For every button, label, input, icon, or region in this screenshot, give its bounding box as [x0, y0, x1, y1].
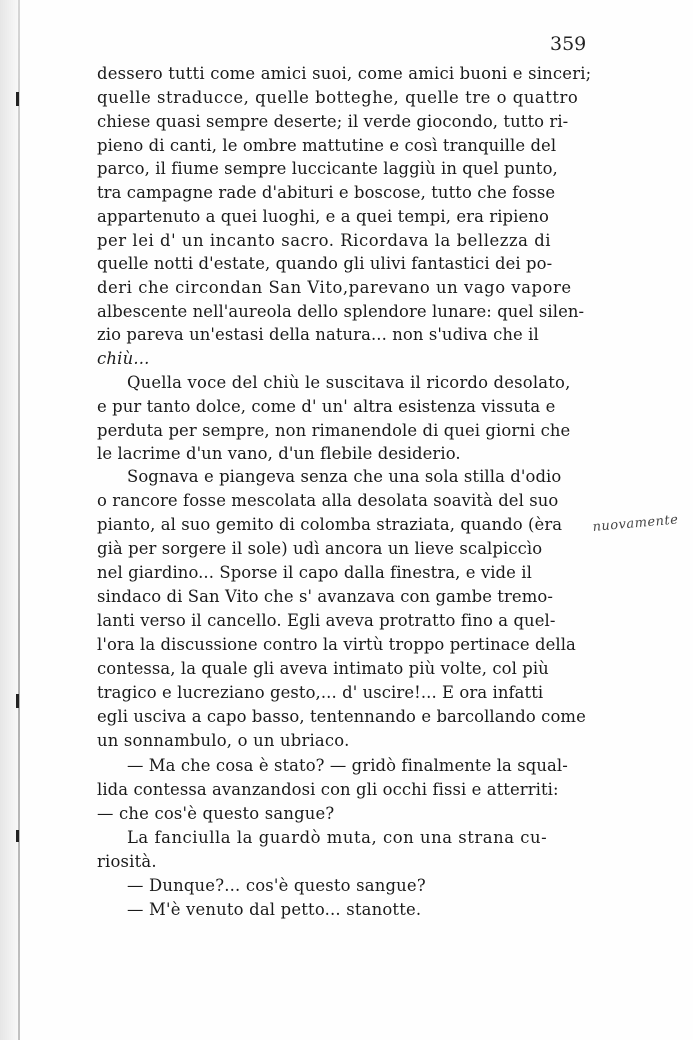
text-line: un sonnambulo, o un ubriaco. [97, 731, 350, 750]
text-line: — Dunque?... cos'è questo sangue? [127, 876, 426, 895]
text-line: egli usciva a capo basso, tentennando e barcollando come [97, 707, 586, 726]
text-line: Quella voce del chiù le suscitava il ricordo desolato, [127, 373, 571, 392]
text-line: — Ma che cosa è stato? — gridò finalmente la squal- [127, 756, 568, 775]
binding-edge [18, 0, 20, 1040]
text-line: pieno di canti, le ombre mattutine e così tranquille del [97, 136, 557, 155]
edge-mark [16, 694, 19, 708]
edge-mark [16, 92, 19, 106]
text-line: o rancore fosse mescolata alla desolata soavità del suo [97, 491, 559, 510]
text-line: dessero tutti come amici suoi, come amici buoni e sinceri; [97, 64, 592, 83]
text-line: chiese quasi sempre deserte; il verde giocondo, tutto ri- [97, 112, 569, 131]
text-line: — M'è venuto dal petto... stanotte. [127, 900, 422, 919]
text-line: le lacrime d'un vano, d'un flebile desiderio. [97, 444, 461, 463]
text-line: albescente nell'aureola dello splendore lunare: quel silen- [97, 302, 585, 321]
text-line: perduta per sempre, non rimanendole di quei giorni che [97, 421, 571, 440]
text-line: appartenuto a quei luoghi, e a quei tempi, era ripieno [97, 207, 549, 226]
binding-shadow [0, 0, 18, 1040]
text-line: contessa, la quale gli aveva intimato più volte, col più [97, 659, 549, 678]
text-line: — che cos'è questo sangue? [97, 804, 335, 823]
text-line: Sognava e piangeva senza che una sola stilla d'odio [127, 467, 562, 486]
text-line: deri che circondan San Vito,parevano un vago vapore [97, 278, 572, 297]
page-number: 359 [550, 33, 587, 55]
text-line: parco, il fiume sempre luccicante laggiù in quel punto, [97, 159, 558, 178]
text-line: sindaco di San Vito che s' avanzava con gambe tremo- [97, 587, 553, 606]
text-line: e pur tanto dolce, come d' un' altra esistenza vissuta e [97, 397, 556, 416]
text-line: pianto, al suo gemito di colomba straziata, quando (èra [97, 515, 563, 534]
text-line: tragico e lucreziano gesto,... d' uscire!... E ora infatti [97, 683, 544, 702]
text-line: tra campagne rade d'abituri e boscose, tutto che fosse [97, 183, 556, 202]
handwritten-margin-note: nuovamente [592, 512, 679, 535]
text-line: quelle straducce, quelle botteghe, quelle tre o quattro [97, 88, 579, 107]
text-line: già per sorgere il sole) udì ancora un lieve scalpiccìo [97, 539, 543, 558]
text-line: lanti verso il cancello. Egli aveva protratto fino a quel- [97, 611, 556, 630]
text-line: lida contessa avanzandosi con gli occhi fissi e atterriti: [97, 780, 559, 799]
text-line: chiù... [97, 349, 150, 368]
edge-mark [16, 830, 19, 842]
text-line: riosità. [97, 852, 157, 871]
text-line: l'ora la discussione contro la virtù troppo pertinace della [97, 635, 576, 654]
text-line: quelle notti d'estate, quando gli ulivi fantastici dei po- [97, 254, 553, 273]
text-line: zio pareva un'estasi della natura... non s'udiva che il [97, 325, 539, 344]
text-line: La fanciulla la guardò muta, con una strana cu- [127, 828, 548, 847]
text-line: nel giardino... Sporse il capo dalla finestra, e vide il [97, 563, 532, 582]
text-line: per lei d' un incanto sacro. Ricordava la bellezza di [97, 231, 552, 250]
